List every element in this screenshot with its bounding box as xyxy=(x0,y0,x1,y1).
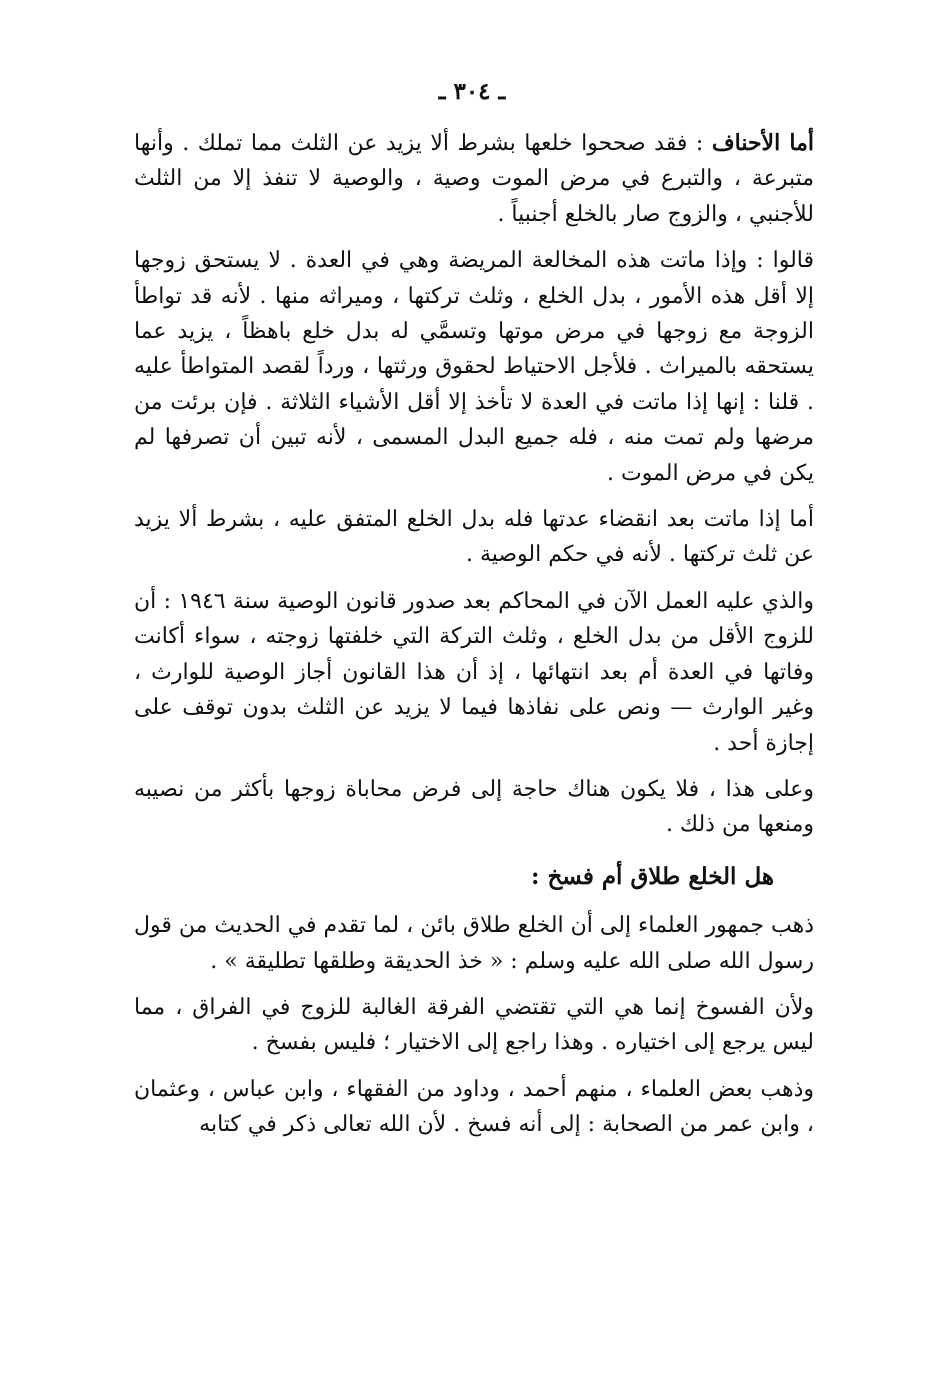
paragraph-current-law xyxy=(134,584,814,761)
paragraph-majority xyxy=(134,908,814,979)
paragraph-text: قالوا : وإذا ماتت هذه المخالعة المريضة وهي في العدة . لا يستحق زوجها إلا أقل هذه الأمور ، بدل الخلع ، وثلث تركتها ، وميراثه منها . لأنه قد تواطأ الزوجة مع زوجها في مرض موتها وتسمَّي له بدل خلع باهظاً ، يزيد عما يستحقه بالميراث . فلأجل الاحتياط لحقوق ورثتها ، ورداً لقصد المتواطأ عليه . قلنا : إنها إذا ماتت في العدة لا تأخذ إلا أقل الأشياء الثلاثة . فإن برئت من مرضها ولم تمت منه ، فله جميع البدل المسمى ، لأنه تبين أن تصرفها لم يكن في مرض الموت . xyxy=(134,248,814,486)
paragraph-text: : فقد صححوا خلعها بشرط ألا يزيد عن الثلث مما تملك . وأنها متبرعة ، والتبرع في مرض الموت وصية ، والوصية لا تنفذ إلا من الثلث للأجنبي ، والزوج صار بالخلع أجنبياً . xyxy=(134,131,814,227)
page-body xyxy=(134,126,814,1154)
paragraph-text: ولأن الفسوخ إنما هي التي تقتضي الفرقة الغالبة للزوج في الفراق ، مما ليس يرجع إلى اختياره . وهذا راجع إلى الاختيار ؛ فليس بفسخ . xyxy=(134,994,814,1056)
paragraph-text: ذهب جمهور العلماء إلى أن الخلع طلاق بائن ، لما تقدم في الحديث من قول رسول الله صلى الله عليه وسلم : « خذ الحديقة وطلقها تطليقة » . xyxy=(134,913,814,974)
paragraph-text: أما إذا ماتت بعد انقضاء عدتها فله بدل الخلع المتفق عليه ، بشرط ألا يزيد عن ثلث تركتها . لأنه في حكم الوصية . xyxy=(134,507,814,568)
paragraph-annulments xyxy=(134,990,814,1061)
paragraph-text: وذهب بعض العلماء ، منهم أحمد ، وداود من الفقهاء ، وابن عباس ، وعثمان ، وابن عمر من الصحابة : إلى أنه فسخ . لأن الله تعالى ذكر في كتابه xyxy=(134,1076,814,1138)
page-number: ـ ٣٠٤ ـ xyxy=(438,78,506,105)
paragraph-lead: أما الأحناف xyxy=(711,130,814,156)
paragraph-conclusion xyxy=(134,772,814,843)
section-heading: هل الخلع طلاق أم فسخ : xyxy=(530,862,774,890)
paragraph-qalu xyxy=(134,243,814,491)
paragraph-some-scholars xyxy=(134,1072,814,1143)
paragraph-text: وعلى هذا ، فلا يكون هناك حاجة إلى فرض محاباة زوجها بأكثر من نصيبه ومنعها من ذلك . xyxy=(134,776,814,838)
paragraph-text: والذي عليه العمل الآن في المحاكم بعد صدور قانون الوصية سنة ١٩٤٦ : أن للزوج الأقل من بدل الخلع ، وثلث التركة التي خلفتها زوجته ، سواء أكانت وفاتها في العدة أم بعد انتهائها ، إذ أن هذا القانون أجاز الوصية للوارث ، وغير الوارث — ونص على نفاذها فيما لا يزيد عن الثلث بدون توقف على إجازة أحد . xyxy=(134,588,814,756)
paragraph-hanafi xyxy=(134,126,814,232)
paragraph-after-idda xyxy=(134,502,814,573)
